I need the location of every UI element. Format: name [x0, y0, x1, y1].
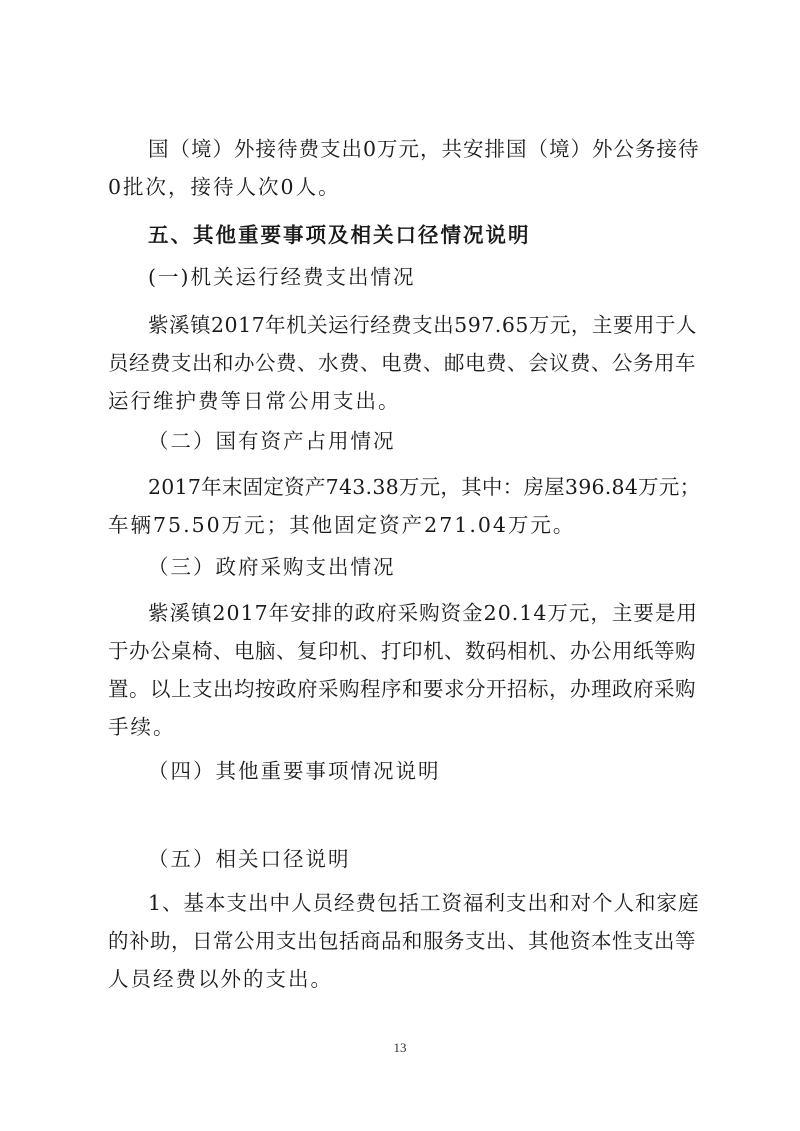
paragraph-line: 国（境）外接待费支出0万元，共安排国（境）外公务接待 [148, 137, 700, 161]
subsection-heading: (一)机关运行经费支出情况 [148, 265, 416, 289]
section-heading: 五、其他重要事项及相关口径情况说明 [148, 223, 531, 247]
paragraph-line: 员经费支出和办公费、水费、电费、邮电费、会议费、公务用车 [108, 351, 696, 375]
paragraph-line: 车辆75.50万元；其他固定资产271.04万元。 [108, 513, 576, 537]
paragraph-line: 的补助，日常公用支出包括商品和服务支出、其他资本性支出等 [108, 929, 696, 953]
subsection-heading: （三）政府采购支出情况 [148, 555, 396, 579]
paragraph-line: 于办公桌椅、电脑、复印机、打印机、数码相机、办公用纸等购 [108, 639, 696, 663]
paragraph-line: 紫溪镇2017年安排的政府采购资金20.14万元，主要是用 [148, 601, 698, 625]
paragraph-line: 运行维护费等日常公用支出。 [108, 389, 401, 413]
subsection-heading: （四）其他重要事项情况说明 [148, 759, 441, 783]
paragraph-line: 0批次，接待人次0人。 [108, 175, 341, 199]
subsection-heading: （二）国有资产占用情况 [148, 429, 396, 453]
paragraph-line: 2017年末固定资产743.38万元，其中：房屋396.84万元； [148, 475, 701, 499]
paragraph-line: 置。以上支出均按政府采购程序和要求分开招标，办理政府采购 [108, 677, 696, 701]
paragraph-line: 人员经费以外的支出。 [108, 967, 333, 991]
paragraph-line: 紫溪镇2017年机关运行经费支出597.65万元，主要用于人 [148, 313, 697, 337]
subsection-heading: （五）相关口径说明 [148, 847, 351, 871]
paragraph-line: 1、基本支出中人员经费包括工资福利支出和对个人和家庭 [148, 891, 700, 915]
paragraph-line: 手续。 [108, 715, 176, 739]
page-number: 13 [393, 1040, 407, 1055]
